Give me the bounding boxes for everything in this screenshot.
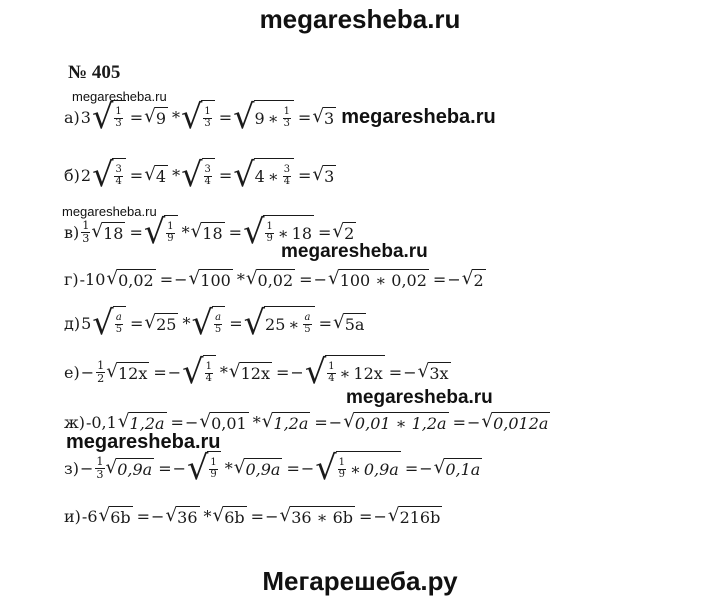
label-g: г) — [64, 269, 79, 289]
d-root-3: √ a 5 — [191, 306, 225, 340]
eq: = — [298, 165, 312, 185]
v-root-result: √ 2 — [332, 220, 355, 243]
eq: = — [250, 506, 265, 526]
label-d: д) — [64, 313, 81, 333]
b-coef: 2 — [80, 165, 92, 185]
label-e: е) — [64, 362, 80, 382]
minus: − — [80, 362, 95, 382]
eq: = — [129, 222, 143, 242]
a-root-result: √ 3 — [312, 105, 335, 128]
z-root-3: √ 0,9a — [233, 456, 281, 479]
mul: * — [181, 222, 190, 242]
watermark-small-a: megaresheba.ru — [72, 89, 167, 104]
zh-root-4: √ 0,01 ∗ 1,2a — [343, 410, 447, 433]
i-root-2: √ 36 — [165, 504, 198, 527]
mul: * — [203, 506, 212, 526]
v-frac-coef: 1 3 — [82, 218, 90, 245]
b-root-1: √ 3 4 — [92, 158, 126, 192]
mul: * — [236, 269, 245, 289]
minus: − — [373, 506, 387, 526]
watermark-inline-v: megaresheba.ru — [281, 241, 428, 262]
b-root-result: √ 3 — [312, 163, 335, 186]
mul: * — [252, 412, 261, 432]
label-v: в) — [64, 222, 80, 242]
a-root-4: √ 9 ∗ 1 3 — [233, 100, 294, 134]
watermark-small-v: megaresheba.ru — [62, 204, 157, 219]
eq: = — [229, 313, 243, 333]
minus: − — [265, 506, 279, 526]
e-root-2: √ 1 4 — [182, 355, 216, 389]
mul: * — [182, 313, 191, 333]
g-root-2: √ 100 — [188, 267, 231, 290]
zh-root-1: √ 1,2a — [117, 410, 165, 433]
minus: − — [313, 269, 327, 289]
e-root-1: √ 12x — [106, 360, 148, 383]
b-root-3: √ 3 4 — [181, 158, 215, 192]
eq: = — [129, 165, 144, 185]
minus: − — [172, 458, 187, 478]
g-root-1: √ 0,02 — [106, 267, 154, 290]
v-root-3: √ 18 — [190, 220, 223, 243]
eq: = — [158, 458, 172, 478]
z-root-4: √ 1 9 ∗ 0,9a — [315, 448, 399, 488]
g-root-3: √ 0,02 — [245, 267, 294, 290]
watermark-before-z: megaresheba.ru — [66, 431, 221, 453]
eq: = — [136, 506, 151, 526]
eq: = — [299, 269, 313, 289]
b-root-2: √ 4 — [144, 163, 167, 186]
watermark-inline-a: megaresheba.ru — [341, 105, 496, 128]
eq: = — [276, 362, 290, 382]
eq: = — [318, 313, 332, 333]
e-frac-coef: $\frac{1}{2}$ — [97, 358, 105, 385]
g-root-result: √ 2 — [461, 267, 484, 290]
label-z: з) — [64, 458, 79, 478]
z-frac-coef: $\frac{1}{3}$ — [96, 454, 104, 481]
a-coef: 3 — [80, 107, 91, 127]
label-i: и) — [64, 506, 81, 526]
v-root-1: √ 18 — [91, 220, 124, 243]
b-root-4: √ 4 ∗ 3 4 — [233, 158, 294, 192]
d-coef: 5 — [81, 313, 92, 333]
eq: = — [286, 458, 300, 478]
mul: * — [224, 458, 233, 478]
a-root-1: √ 1 3 — [92, 100, 126, 134]
watermark-top: megaresheba.ru — [259, 4, 461, 34]
minus: − — [419, 458, 433, 478]
d-root-4: √ 25 ∗ a 5 — [244, 306, 315, 340]
a-frac-1: 1 3 — [115, 106, 122, 129]
zh-root-3: √ 1,2a — [261, 410, 309, 433]
eq: = — [129, 107, 144, 127]
row-g — [64, 262, 487, 296]
problem-number: № 405 — [68, 62, 121, 83]
eq: = — [314, 412, 328, 432]
minus: − — [447, 269, 461, 289]
label-zh: ж) — [64, 412, 85, 432]
a-root-3: √ 1 3 — [181, 100, 215, 134]
eq: = — [218, 107, 233, 127]
minus: − — [300, 458, 315, 478]
minus: − — [174, 269, 188, 289]
eq: = — [159, 269, 174, 289]
i-root-1: √ 6b — [98, 504, 131, 527]
e-root-result: √ 3x — [417, 360, 449, 383]
zh-root-result: √ 0,012a — [481, 410, 549, 433]
eq: = — [130, 313, 144, 333]
v-root-2: √ 1 9 — [144, 215, 178, 249]
e-root-4: √ 1 4 ∗ 12x — [304, 352, 383, 392]
minus: − — [403, 362, 417, 382]
i-root-result: √ 216b — [387, 504, 441, 527]
zh-root-2: √ 0,01 — [199, 410, 247, 433]
e-root-3: √ 12x — [228, 360, 270, 383]
eq: = — [452, 412, 466, 432]
i-root-4: √ 36 ∗ 6b — [279, 504, 354, 527]
row-b — [64, 155, 337, 195]
eq: = — [359, 506, 373, 526]
a-root-2: √ 9 — [144, 105, 166, 128]
watermark-inline-e: megaresheba.ru — [346, 387, 493, 408]
d-root-result: √ 5a — [332, 311, 365, 334]
z-root-2: √ 1 9 — [187, 451, 221, 485]
minus: − — [290, 362, 304, 382]
minus: − — [79, 458, 94, 478]
eq: = — [297, 107, 312, 127]
v-root-4: √ 1 9 ∗ 18 — [243, 212, 313, 252]
mul: * — [172, 165, 181, 185]
row-a — [64, 97, 497, 137]
zh-coef: -0,1 — [85, 412, 117, 432]
minus: − — [184, 412, 199, 432]
eq: = — [404, 458, 419, 478]
g-root-4: √ 100 ∗ 0,02 — [327, 267, 427, 290]
row-i — [64, 499, 443, 533]
eq: = — [432, 269, 447, 289]
eq: = — [388, 362, 403, 382]
row-e — [64, 352, 452, 392]
i-root-3: √ 6b — [212, 504, 245, 527]
label-a: а) — [64, 107, 80, 127]
mul: * — [219, 362, 228, 382]
d-root-2: √ 25 — [144, 311, 177, 334]
eq: = — [318, 222, 332, 242]
eq: = — [153, 362, 167, 382]
minus: − — [466, 412, 481, 432]
mul: * — [172, 107, 180, 127]
z-root-result: √ 0,1a — [433, 456, 481, 479]
row-d — [64, 303, 367, 343]
i-coef: -6 — [81, 506, 98, 526]
eq: = — [170, 412, 184, 432]
d-root-1: √ a 5 — [92, 306, 126, 340]
watermark-bottom: Мегарешеба.ру — [262, 566, 458, 596]
row-z — [64, 448, 483, 488]
z-root-1: √ 0,9a — [105, 456, 153, 479]
minus: − — [328, 412, 343, 432]
label-b: б) — [64, 165, 80, 185]
eq: = — [218, 165, 233, 185]
eq: = — [228, 222, 243, 242]
minus: − — [151, 506, 165, 526]
g-coef: -10 — [79, 269, 106, 289]
minus: − — [167, 362, 182, 382]
